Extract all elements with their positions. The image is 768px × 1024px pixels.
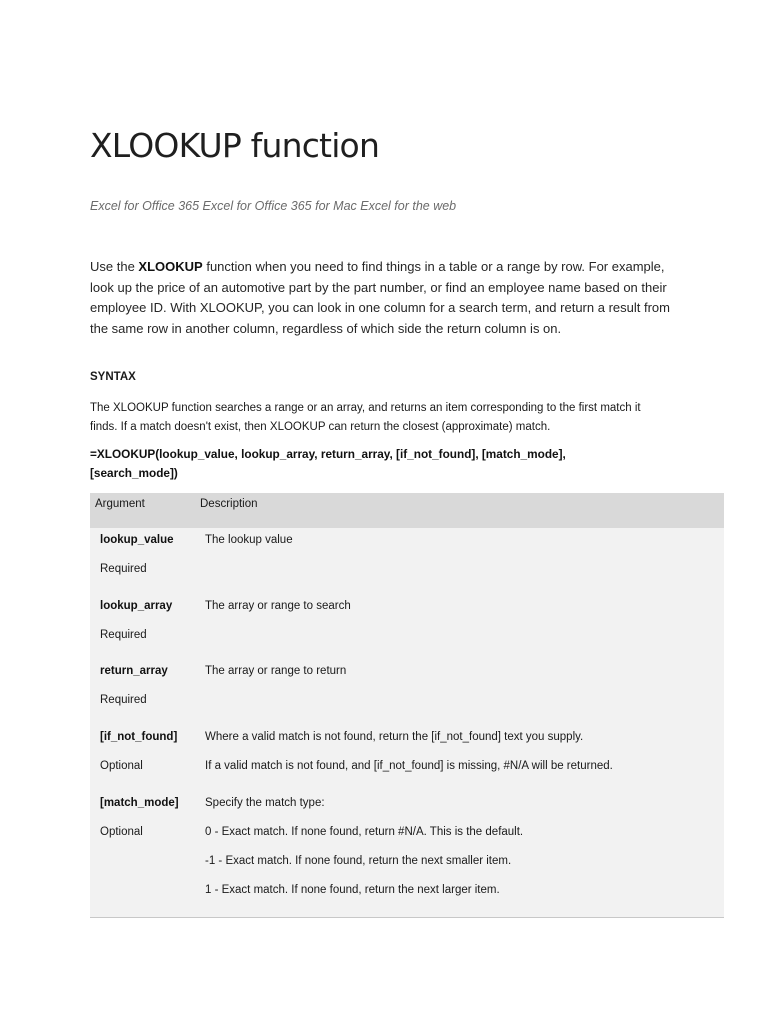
argument-requirement: Required: [100, 629, 147, 641]
argument-name: [if_not_found]: [100, 731, 178, 743]
argument-requirement: Required: [100, 694, 147, 706]
argument-description: 0 - Exact match. If none found, return #N/A. This is the default.: [205, 826, 524, 838]
argument-requirement: Optional: [100, 760, 143, 772]
argument-name: [match_mode]: [100, 797, 179, 809]
argument-description: The array or range to search: [205, 600, 351, 612]
intro-function-name: XLOOKUP: [138, 259, 203, 274]
argument-description: Specify the match type:: [205, 797, 325, 809]
argument-description: The lookup value: [205, 534, 293, 546]
argument-requirement: Required: [100, 563, 147, 575]
argument-description: The array or range to return: [205, 665, 347, 677]
table-header-row: [90, 493, 724, 528]
syntax-formula: =XLOOKUP(lookup_value, lookup_array, return_array, [if_not_found], [match_mode], [search_mode]): [90, 447, 566, 480]
argument-name: lookup_array: [100, 600, 173, 612]
applies-to-line: Excel for Office 365 Excel for Office 365 for Mac Excel for the web: [90, 199, 457, 213]
argument-description: Where a valid match is not found, return the [if_not_found] text you supply.: [205, 731, 584, 743]
argument-name: return_array: [100, 665, 168, 677]
syntax-description: The XLOOKUP function searches a range or an array, and returns an item corresponding to the first match it finds. If a match doesn't exist, then XLOOKUP can return the closest (approximate) match.: [90, 402, 641, 433]
argument-name: lookup_value: [100, 534, 174, 546]
page-title: XLOOKUP function: [90, 126, 380, 165]
arguments-table: [90, 493, 724, 918]
syntax-heading: SYNTAX: [90, 371, 136, 383]
header-description: Description: [200, 498, 258, 510]
intro-prefix: Use the: [90, 259, 139, 274]
intro-paragraph: [90, 257, 690, 339]
argument-description: 1 - Exact match. If none found, return the next larger item.: [205, 884, 500, 896]
argument-description: -1 - Exact match. If none found, return the next smaller item.: [205, 855, 512, 867]
argument-description: If a valid match is not found, and [if_not_found] is missing, #N/A will be returned.: [205, 760, 613, 772]
intro-suffix: function when you need to find things in a table or a range by row. For example, look up the price of an automotive part by the part number, or find an employee name based on their employee ID. With XLOOKUP, you can look in one column for a search term, and return a result from the same row in another column, regardless of which side the return column is on.: [90, 259, 670, 336]
header-argument: Argument: [95, 498, 145, 510]
argument-requirement: Optional: [100, 826, 143, 838]
